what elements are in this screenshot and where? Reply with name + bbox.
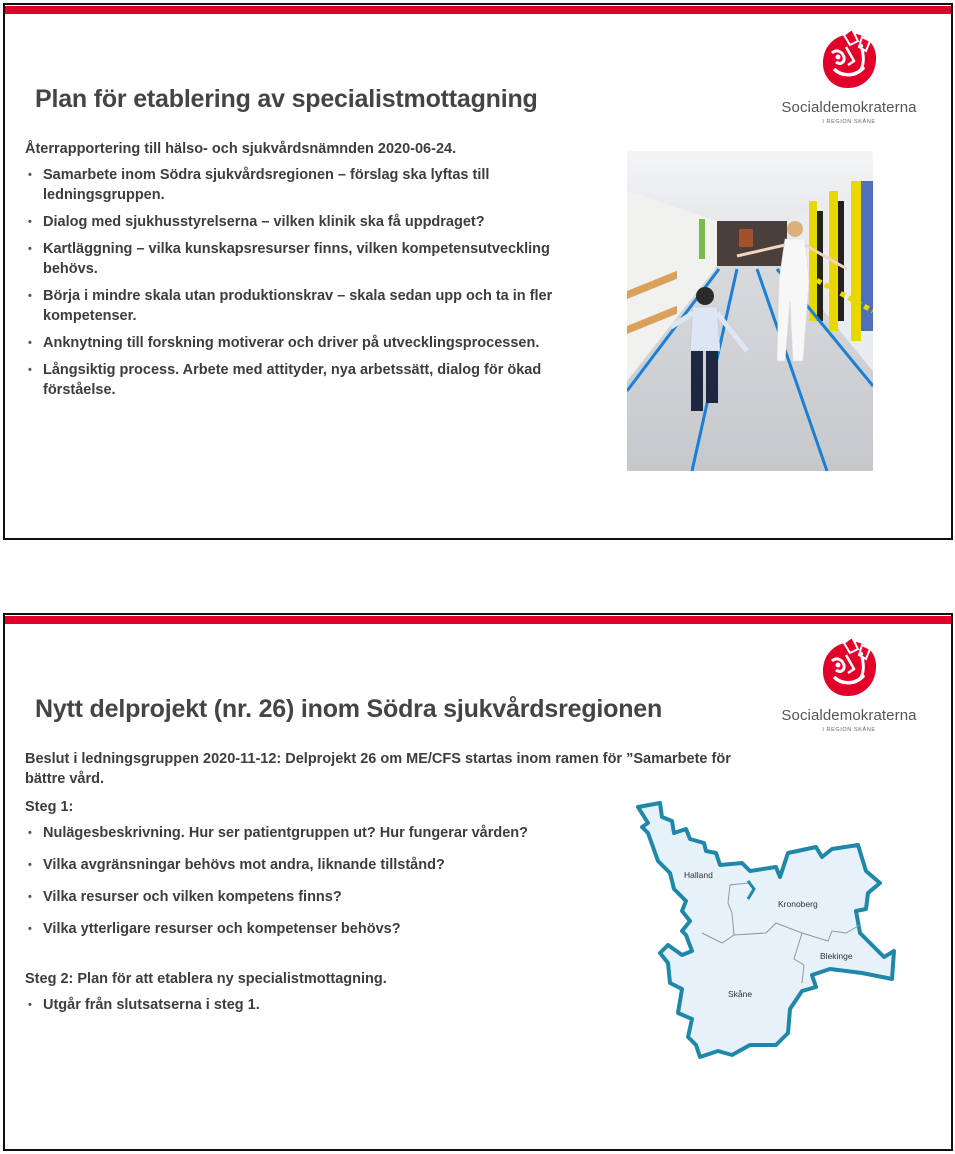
step-2-label: Steg 2: Plan för att etablera ny specialistmottagning.: [25, 971, 387, 987]
slide-1: [3, 3, 953, 540]
slide-title: Plan för etablering av specialistmottagning: [35, 85, 538, 113]
map-image-icon: [630, 793, 910, 1068]
bullet-item: • Vilka ytterligare resurser och kompetenser behövs?: [25, 919, 785, 939]
logo-subtitle: I REGION SKÅNE: [822, 727, 876, 733]
corridor-photo: [627, 151, 873, 471]
slide-body: [25, 139, 565, 407]
map-label-kronoberg: Kronoberg: [778, 899, 818, 909]
slide-header-bar: [5, 6, 951, 14]
logo-wordmark: Socialdemokraterna: [781, 99, 917, 116]
bullet-item: • Vilka avgränsningar behövs mot andra, liknande tillstånd?: [25, 855, 785, 875]
photo-image-icon: [627, 151, 873, 471]
party-logo: [769, 27, 929, 127]
logo-wordmark: Socialdemokraterna: [781, 707, 917, 724]
map-label-blekinge: Blekinge: [820, 951, 853, 961]
bullet-list: [25, 165, 565, 400]
bullet-item: • Anknytning till forskning motiverar och driver på utvecklingsprocessen.: [25, 333, 565, 353]
rose-icon: [814, 27, 884, 97]
logo-subtitle: I REGION SKÅNE: [822, 119, 876, 125]
map-label-skane: Skåne: [728, 989, 753, 999]
bullet-item: • Samarbete inom Södra sjukvårdsregionen – förslag ska lyftas till ledningsgruppen.: [25, 165, 565, 205]
party-logo: [769, 635, 929, 735]
report-date-line: Återrapportering till hälso- och sjukvårdsnämnden 2020-06-24.: [25, 141, 457, 157]
bullet-item: • Börja i mindre skala utan produktionskrav – skala sedan upp och ta in fler kompetenser.: [25, 286, 565, 326]
rose-icon: [814, 635, 884, 705]
bullet-item: • Dialog med sjukhusstyrelserna – vilken klinik ska få uppdraget?: [25, 212, 565, 232]
step-1-label: Steg 1:: [25, 799, 74, 815]
bullet-item: • Utgår från slutsatserna i steg 1.: [25, 995, 785, 1015]
slide-header-bar: [5, 616, 951, 624]
map-label-halland: Halland: [684, 870, 713, 880]
bullet-item: • Nulägesbeskrivning. Hur ser patientgruppen ut? Hur fungerar vården?: [25, 823, 785, 843]
bullet-item: • Långsiktig process. Arbete med attityder, nya arbetssätt, dialog för ökad förståelse.: [25, 360, 565, 400]
bullet-item: • Kartläggning – vilka kunskapsresurser finns, vilken kompetensutveckling behövs.: [25, 239, 565, 279]
southern-health-region-map: [630, 793, 910, 1073]
decision-line: Beslut i ledningsgruppen 2020-11-12: Delprojekt 26 om ME/CFS startas inom ramen för ”Samarbete för bättre vård.: [25, 751, 731, 787]
slide-title: Nytt delprojekt (nr. 26) inom Södra sjukvårdsregionen: [35, 695, 663, 723]
bullet-item: • Vilka resurser och vilken kompetens finns?: [25, 887, 785, 907]
